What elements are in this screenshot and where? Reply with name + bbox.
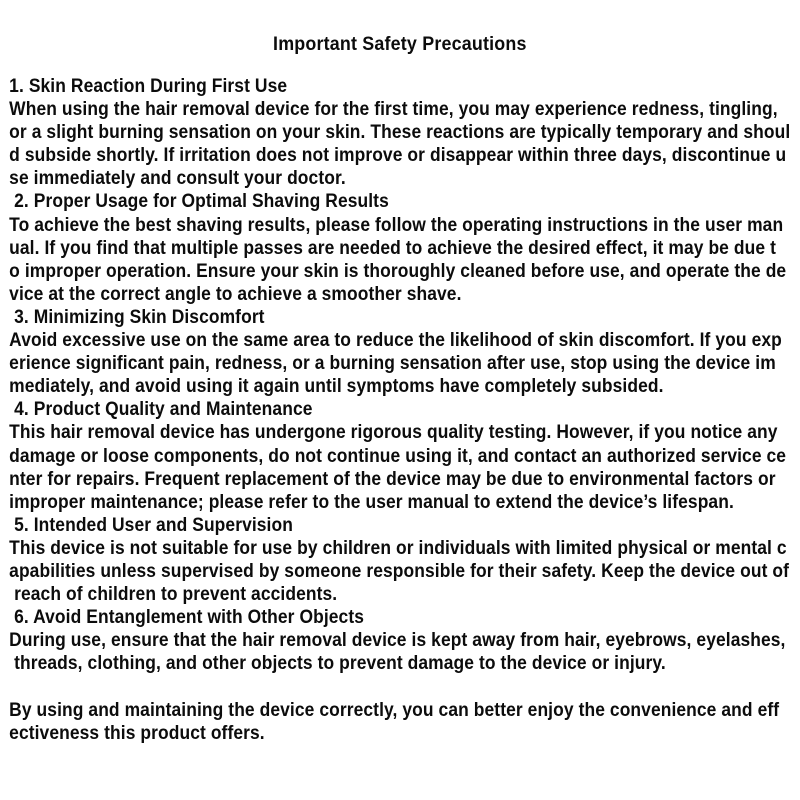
text-line: During use, ensure that the hair removal device is kept away from hair, eyebrows, eyelashes, <box>9 630 786 652</box>
text-line: This device is not suitable for use by children or individuals with limited physical or mental c <box>9 537 787 559</box>
text-line: This hair removal device has undergone rigorous quality testing. However, if you notice any <box>9 422 778 444</box>
section-heading: 3. Minimizing Skin Discomfort <box>9 306 265 328</box>
text-line: nter for repairs. Frequent replacement of the device may be due to environmental factors or <box>9 468 776 490</box>
text-line: ectiveness this product offers. <box>9 722 265 744</box>
text-line: Avoid excessive use on the same area to reduce the likelihood of skin discomfort. If you exp <box>9 330 782 352</box>
text-line: o improper operation. Ensure your skin is thoroughly cleaned before use, and operate the de <box>9 260 787 282</box>
text-line: damage or loose components, do not continue using it, and contact an authorized service ce <box>9 445 787 467</box>
text-line: threads, clothing, and other objects to prevent damage to the device or injury. <box>9 653 666 675</box>
section-heading: 6. Avoid Entanglement with Other Objects <box>9 607 365 629</box>
text-line: erience significant pain, redness, or a burning sensation after use, stop using the device im <box>9 353 776 375</box>
text-line: ual. If you find that multiple passes are needed to achieve the desired effect, it may be due t <box>9 237 776 259</box>
text-line: When using the hair removal device for the first time, you may experience redness, tingling, <box>9 99 778 121</box>
document-content <box>0 33 800 745</box>
text-line: d subside shortly. If irritation does not improve or disappear within three days, discontinue u <box>9 145 787 167</box>
text-line: se immediately and consult your doctor. <box>9 168 346 190</box>
text-line: improper maintenance; please refer to the user manual to extend the device’s lifespan. <box>9 491 734 513</box>
section-heading: 4. Product Quality and Maintenance <box>9 399 313 421</box>
text-line: mediately, and avoid using it again until symptoms have completely subsided. <box>9 376 664 398</box>
text-line: reach of children to prevent accidents. <box>9 584 338 606</box>
section-heading: 5. Intended User and Supervision <box>9 514 293 536</box>
text-line: vice at the correct angle to achieve a smoother shave. <box>9 283 462 305</box>
text-line: To achieve the best shaving results, please follow the operating instructions in the user man <box>9 214 784 236</box>
text-line: By using and maintaining the device correctly, you can better enjoy the convenience and eff <box>9 699 780 721</box>
text-line: apabilities unless supervised by someone responsible for their safety. Keep the device out of <box>9 560 790 582</box>
section-heading: 2. Proper Usage for Optimal Shaving Results <box>9 191 389 213</box>
document-body <box>0 75 800 745</box>
blank-line <box>9 675 796 698</box>
document-title: Important Safety Precautions <box>273 33 527 55</box>
text-line: or a slight burning sensation on your skin. These reactions are typically temporary and shoul <box>9 122 791 144</box>
section-heading: 1. Skin Reaction During First Use <box>9 76 288 97</box>
